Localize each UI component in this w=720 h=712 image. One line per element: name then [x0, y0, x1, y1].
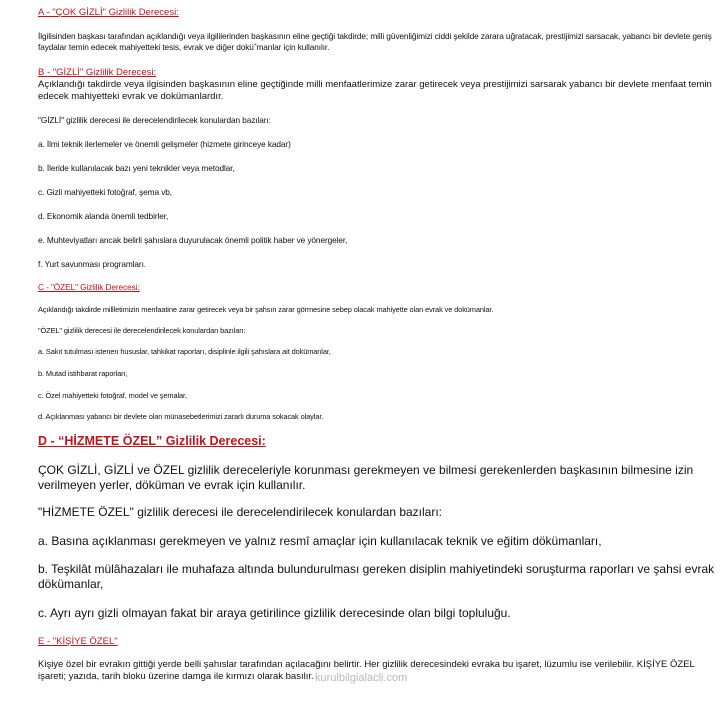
section-b-intro: "GİZLİ" gizlilik derecesi ile derecelendirilecek konulardan bazıları: [38, 115, 271, 125]
section-c-intro: "ÖZEL" gizlilik derecesi ile derecelendirilecek konulardan bazıları: [38, 326, 246, 335]
list-item: a. İlmi teknik ilerlemeler ve önemli gelişmeler (hizmete girinceye kadar) [38, 139, 291, 149]
watermark: kurulbilgialacli.com [315, 672, 408, 684]
section-b-heading: B - "GİZLİ" Gizlilik Derecesi: [38, 67, 157, 78]
list-item: d. Açıklanması yabancı bir devlete olan münasebetlerimizi zararlı duruma sokacak olaylar. [38, 412, 324, 421]
list-item: d. Ekonomik alanda önemli tedbirler, [38, 211, 169, 221]
section-a-body: İlgilisinden başkası tarafından açıklandığı veya ilgililerinden başkasının eline geçtiği takdirde; milli güvenliğimizi ciddi şekilde zarara uğratacak, prestijimizi sarsacak, yabancı bir devlete geniş faydalar temin edecek mahiyetteki tesis, evrak ve diğer doküˆmanlar için kullanılır. [38, 31, 712, 52]
list-item: f. Yurt savunması programları. [38, 259, 146, 269]
list-item: e. Muhteviyatları ancak belirli şahıslara duyurulacak önemli politik haber ve yönergeler, [38, 235, 348, 245]
section-a-heading: A - "ÇOK GİZLİ" Gizlilik Derecesi: [38, 7, 179, 18]
list-item: c. Özel mahiyetteki fotoğraf, model ve şemalar, [38, 391, 187, 400]
section-d-heading: D - “HİZMETE ÖZEL” Gizlilik Derecesi: [38, 434, 266, 448]
list-item: b. Teşkilât mülâhazaları ile muhafaza altında bulundurulması gereken disiplin mahiyetindeki soruşturma raporları ve şahsi evrak dökümanlar, [38, 562, 715, 591]
section-b-body: Açıklandığı takdirde veya ilgisinden başkasının eline geçtiğinde milli menfaatlerimize zarar getirecek veya prestijimizi sarsarak yabancı bir devlete menfaat temin edecek mahiyetteki evrak ve dokümanlardır. [38, 79, 712, 102]
list-item: a. Sakıt tutulması istenen hususlar, tahkikat raporları, disiplinle ilgili şahıslara ait dokümanlar, [38, 347, 331, 356]
list-item: b. Mutad istihbarat raporları, [38, 369, 128, 378]
section-e-heading: E - "KİŞİYE ÖZEL" [38, 636, 118, 647]
section-c-heading: C - "ÖZEL" Gizlilik Derecesi: [38, 282, 140, 292]
section-e-body: Kişiye özel bir evrakın gittiği yerde belli şahıslar tarafından açılacağını belirtir. Her gizlilik derecesindeki evraka bu işaret, lüzumlu ise verilebilir. KİŞİYE ÖZEL işareti; yazıda, tarih bloku üzerine damga ile kırmızı olarak basılır. [38, 659, 695, 682]
section-d-intro: "HİZMETE ÖZEL" gizlilik derecesi ile derecelendirilecek konulardan bazıları: [38, 505, 443, 519]
list-item: c. Gizli mahiyetteki fotoğraf, şema vb, [38, 187, 172, 197]
section-c-body: Açıklandığı takdirde millletimizin menfaatine zarar getirecek veya bir şahsın zarar görmesine sebep olacak mahiyette olan evrak ve dokümanlar. [38, 305, 494, 314]
list-item: c. Ayrı ayrı gizli olmayan fakat bir araya getirilince gizlilik derecesinde olan bilgi topluluğu. [38, 606, 511, 620]
section-d-body: ÇOK GİZLİ, GİZLİ ve ÖZEL gizlilik dereceleriyle korunması gerekmeyen ve bilmesi gerekenlerden başkasının bilmesine izin verilmeyen yerler, döküman ve evrak için kullanılır. [38, 463, 694, 492]
list-item: b. İleride kullanılacak bazı yeni teknikler veya metodlar, [38, 163, 235, 173]
list-item: a. Basına açıklanması gerekmeyen ve yalnız resmî amaçlar için kullanılacak teknik ve eğitim dökümanları, [38, 534, 602, 548]
